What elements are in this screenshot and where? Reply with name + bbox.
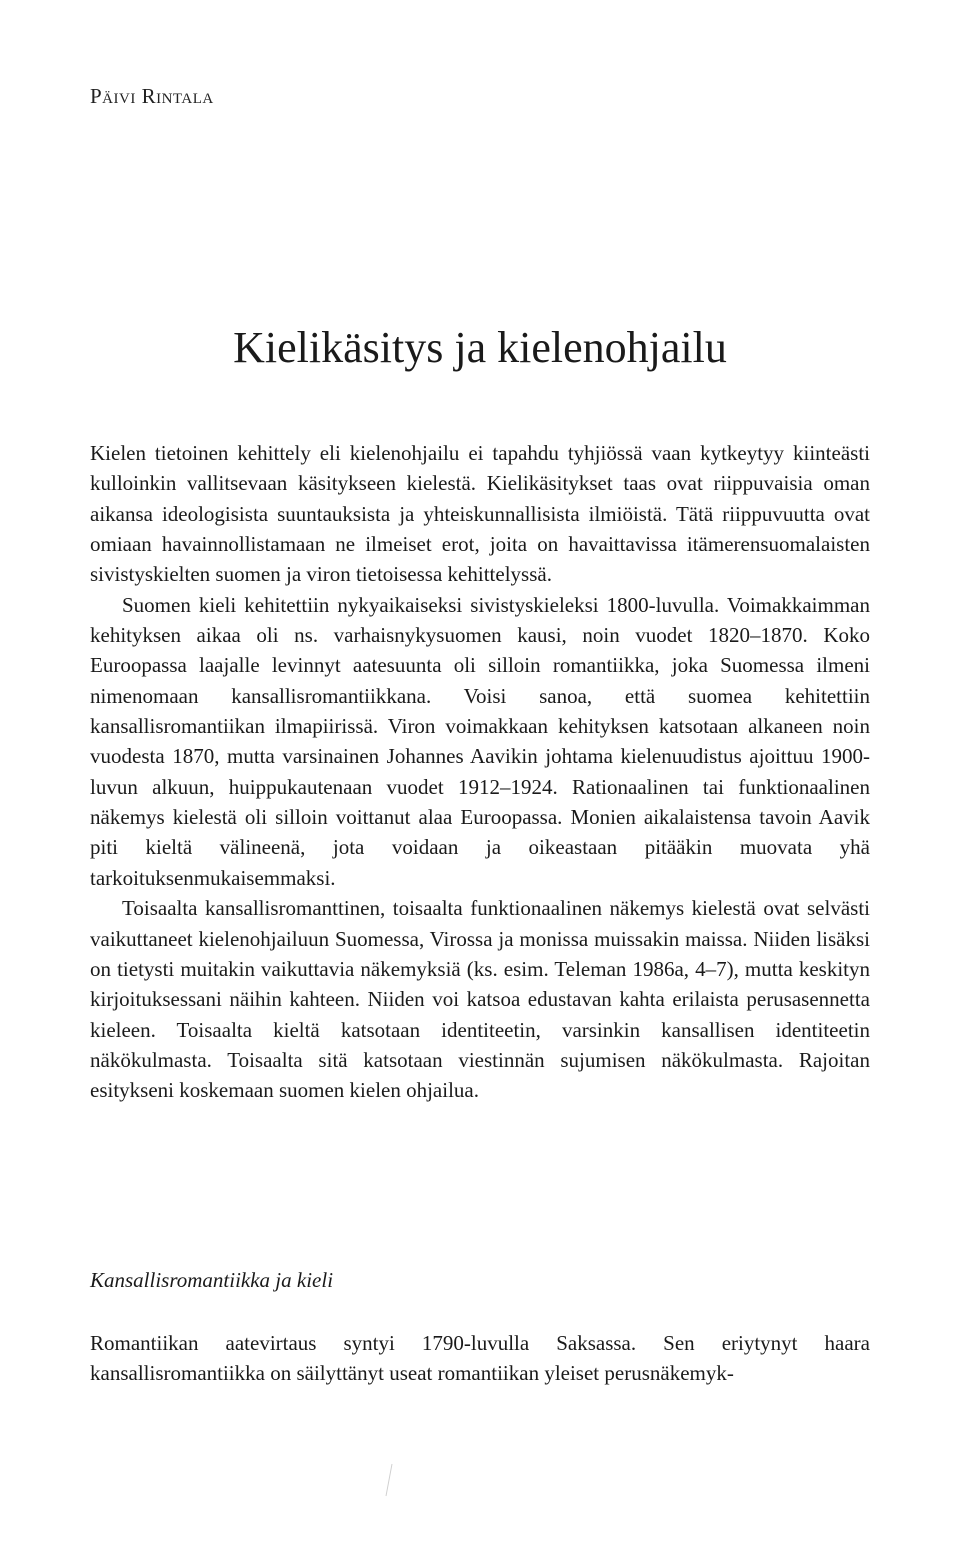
- paragraph-3: Toisaalta kansallisromanttinen, toisaalta funktionaalinen näkemys kielestä ovat selvästi vaikuttaneet kielenohjailuun Suomessa, Virossa ja monissa muissakin maissa. Niiden lisäksi on tietysti muitakin vaikuttavia näkemyksiä (ks. esim. Teleman 1986a, 4–7), mutta keskityn kirjoituksessani näihin kahteen. Niiden voi katsoa edustavan kahta erilaista perusasennetta kieleen. Toisaalta kieltä katsotaan identiteetin, varsinkin kansallisen identiteetin näkökulmasta. Toisaalta sitä katsotaan viestinnän sujumisen näkökulmasta. Rajoitan esitykseni koskemaan suomen kielen ohjailua.: [90, 896, 870, 1103]
- scan-mark: [384, 1462, 394, 1498]
- paragraph-2: Suomen kieli kehitettiin nykyaikaiseksi sivistyskieleksi 1800-luvulla. Voimakkaimman kehityksen aikaa oli ns. varhaisnykysuomen kausi, noin vuodet 1820–1870. Koko Euroopassa laajalle levinnyt aatesuunta oli silloin romantiikka, joka Suomessa ilmeni nimenomaan kansallisromantiikkana. Voisi sanoa, että suomea kehitettiin kansallisromantiikan ilmapiirissä. Viron voimakkaan kehityksen katsotaan alkaneen noin vuodesta 1870, mutta varsinainen Johannes Aavikin johtama kielenuudistus ajoittuu 1900-luvun alkuun, huippukautenaan vuodet 1912–1924. Rationaalinen tai funktionaalinen näkemys kielestä oli silloin voittanut alaa Euroopassa. Monien aikalaistensa tavoin Aavik piti kieltä välineenä, jota voidaan ja oikeastaan pitääkin muovata yhä tarkoituksenmukaisemmaksi.: [90, 592, 870, 890]
- chapter-title: Kielikäsitys ja kielenohjailu: [233, 323, 727, 372]
- running-head: Päivi Rintala: [90, 84, 214, 108]
- paragraph-4: Romantiikan aatevirtaus syntyi 1790-luvulla Saksassa. Sen eriytynyt haara kansallisromantiikka on säilyttänyt useat romantiikan yleiset perusnäkemyk-: [90, 1331, 870, 1386]
- paragraph-1: Kielen tietoinen kehittely eli kielenohjailu ei tapahdu tyhjiössä vaan kytkeytyy kiinteästi kulloinkin vallitsevaan käsitykseen kielestä. Kielikäsitykset taas ovat riippuvaisia oman aikansa ideologisista suuntauksista ja yhteiskunnallisista ilmiöistä. Tätä riippuvuutta ovat omiaan havainnollistamaan ne ilmeiset erot, joita on havaittavissa itämerensuomalaisten sivistyskielten suomen ja viron tietoisessa kehittelyssä.: [90, 441, 870, 587]
- romanticism-section: [90, 1328, 870, 1389]
- section-heading: Kansallisromantiikka ja kieli: [90, 1268, 334, 1292]
- intro-section: [90, 438, 870, 1106]
